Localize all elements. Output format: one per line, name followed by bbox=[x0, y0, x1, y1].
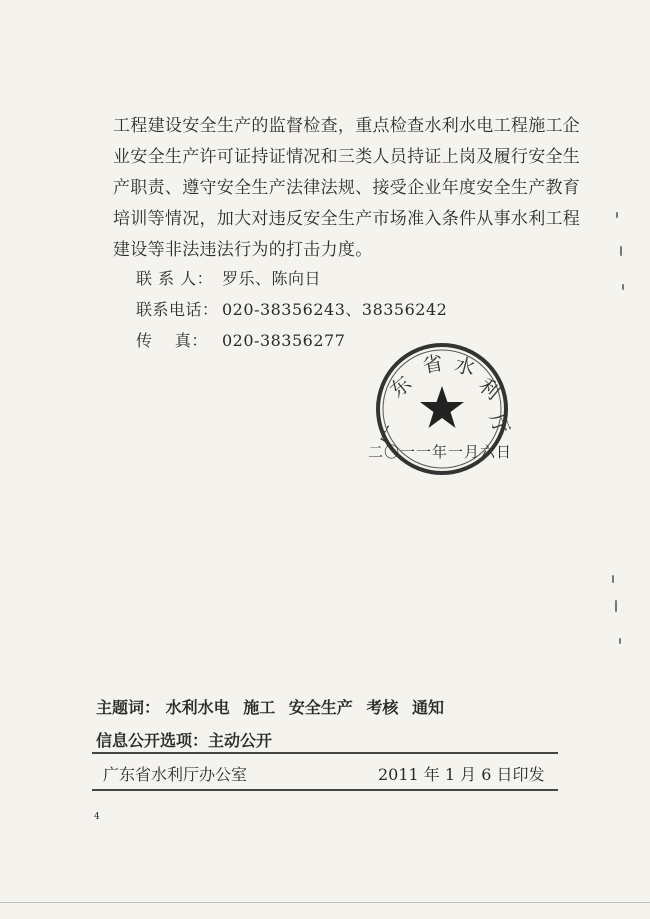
topic-words bbox=[96, 695, 452, 718]
contact-phone-line bbox=[136, 297, 447, 320]
contact-fax-line bbox=[136, 328, 345, 351]
contact-phone-label: 联系电话： bbox=[136, 300, 219, 319]
topic-term: 安全生产 bbox=[288, 698, 353, 717]
disclosure-value: 主动公开 bbox=[208, 731, 273, 750]
divider-bottom bbox=[92, 789, 558, 791]
issuing-office: 广东省水利厅办公室 bbox=[103, 765, 248, 784]
topic-term: 考核 bbox=[366, 698, 399, 717]
contact-person-label: 联 系 人： bbox=[136, 269, 214, 288]
topic-term: 施工 bbox=[243, 698, 276, 717]
svg-text:厅: 厅 bbox=[484, 410, 515, 438]
contact-fax-label: 传 真： bbox=[136, 331, 208, 350]
svg-text:省: 省 bbox=[420, 350, 445, 378]
svg-text:利: 利 bbox=[474, 373, 505, 405]
svg-text:广: 广 bbox=[374, 421, 406, 452]
contact-phone-value: 020-38356243、38356242 bbox=[222, 300, 448, 319]
disclosure-option bbox=[96, 728, 272, 751]
print-date: 2011 年 1 月 6 日印发 bbox=[378, 765, 545, 784]
issue-date: 二〇一一年一月六日 bbox=[368, 443, 513, 461]
page-number: 4 bbox=[94, 812, 100, 822]
topic-label: 主题词： bbox=[96, 698, 161, 717]
svg-text:东: 东 bbox=[385, 371, 416, 403]
topic-term: 水利水电 bbox=[165, 698, 230, 717]
body-paragraph: 工程建设安全生产的监督检查，重点检查水利水电工程施工企业安全生产许可证持证情况和三类人员持证上岗及履行安全生产职责、遵守安全生产法律法规、接受企业年度安全生产教育培训等情况，加大对违反安全生产市场准入条件从事水利工程建设等非法违法行为的打击力度。 bbox=[113, 116, 581, 260]
contact-person-line bbox=[136, 266, 321, 289]
contact-person-value: 罗乐、陈向日 bbox=[222, 269, 322, 288]
svg-text:水: 水 bbox=[452, 352, 478, 381]
contact-fax-value: 020-38356277 bbox=[222, 331, 346, 350]
divider-top bbox=[92, 752, 558, 754]
disclosure-label: 信息公开选项： bbox=[96, 731, 209, 750]
topic-term: 通知 bbox=[411, 698, 444, 717]
